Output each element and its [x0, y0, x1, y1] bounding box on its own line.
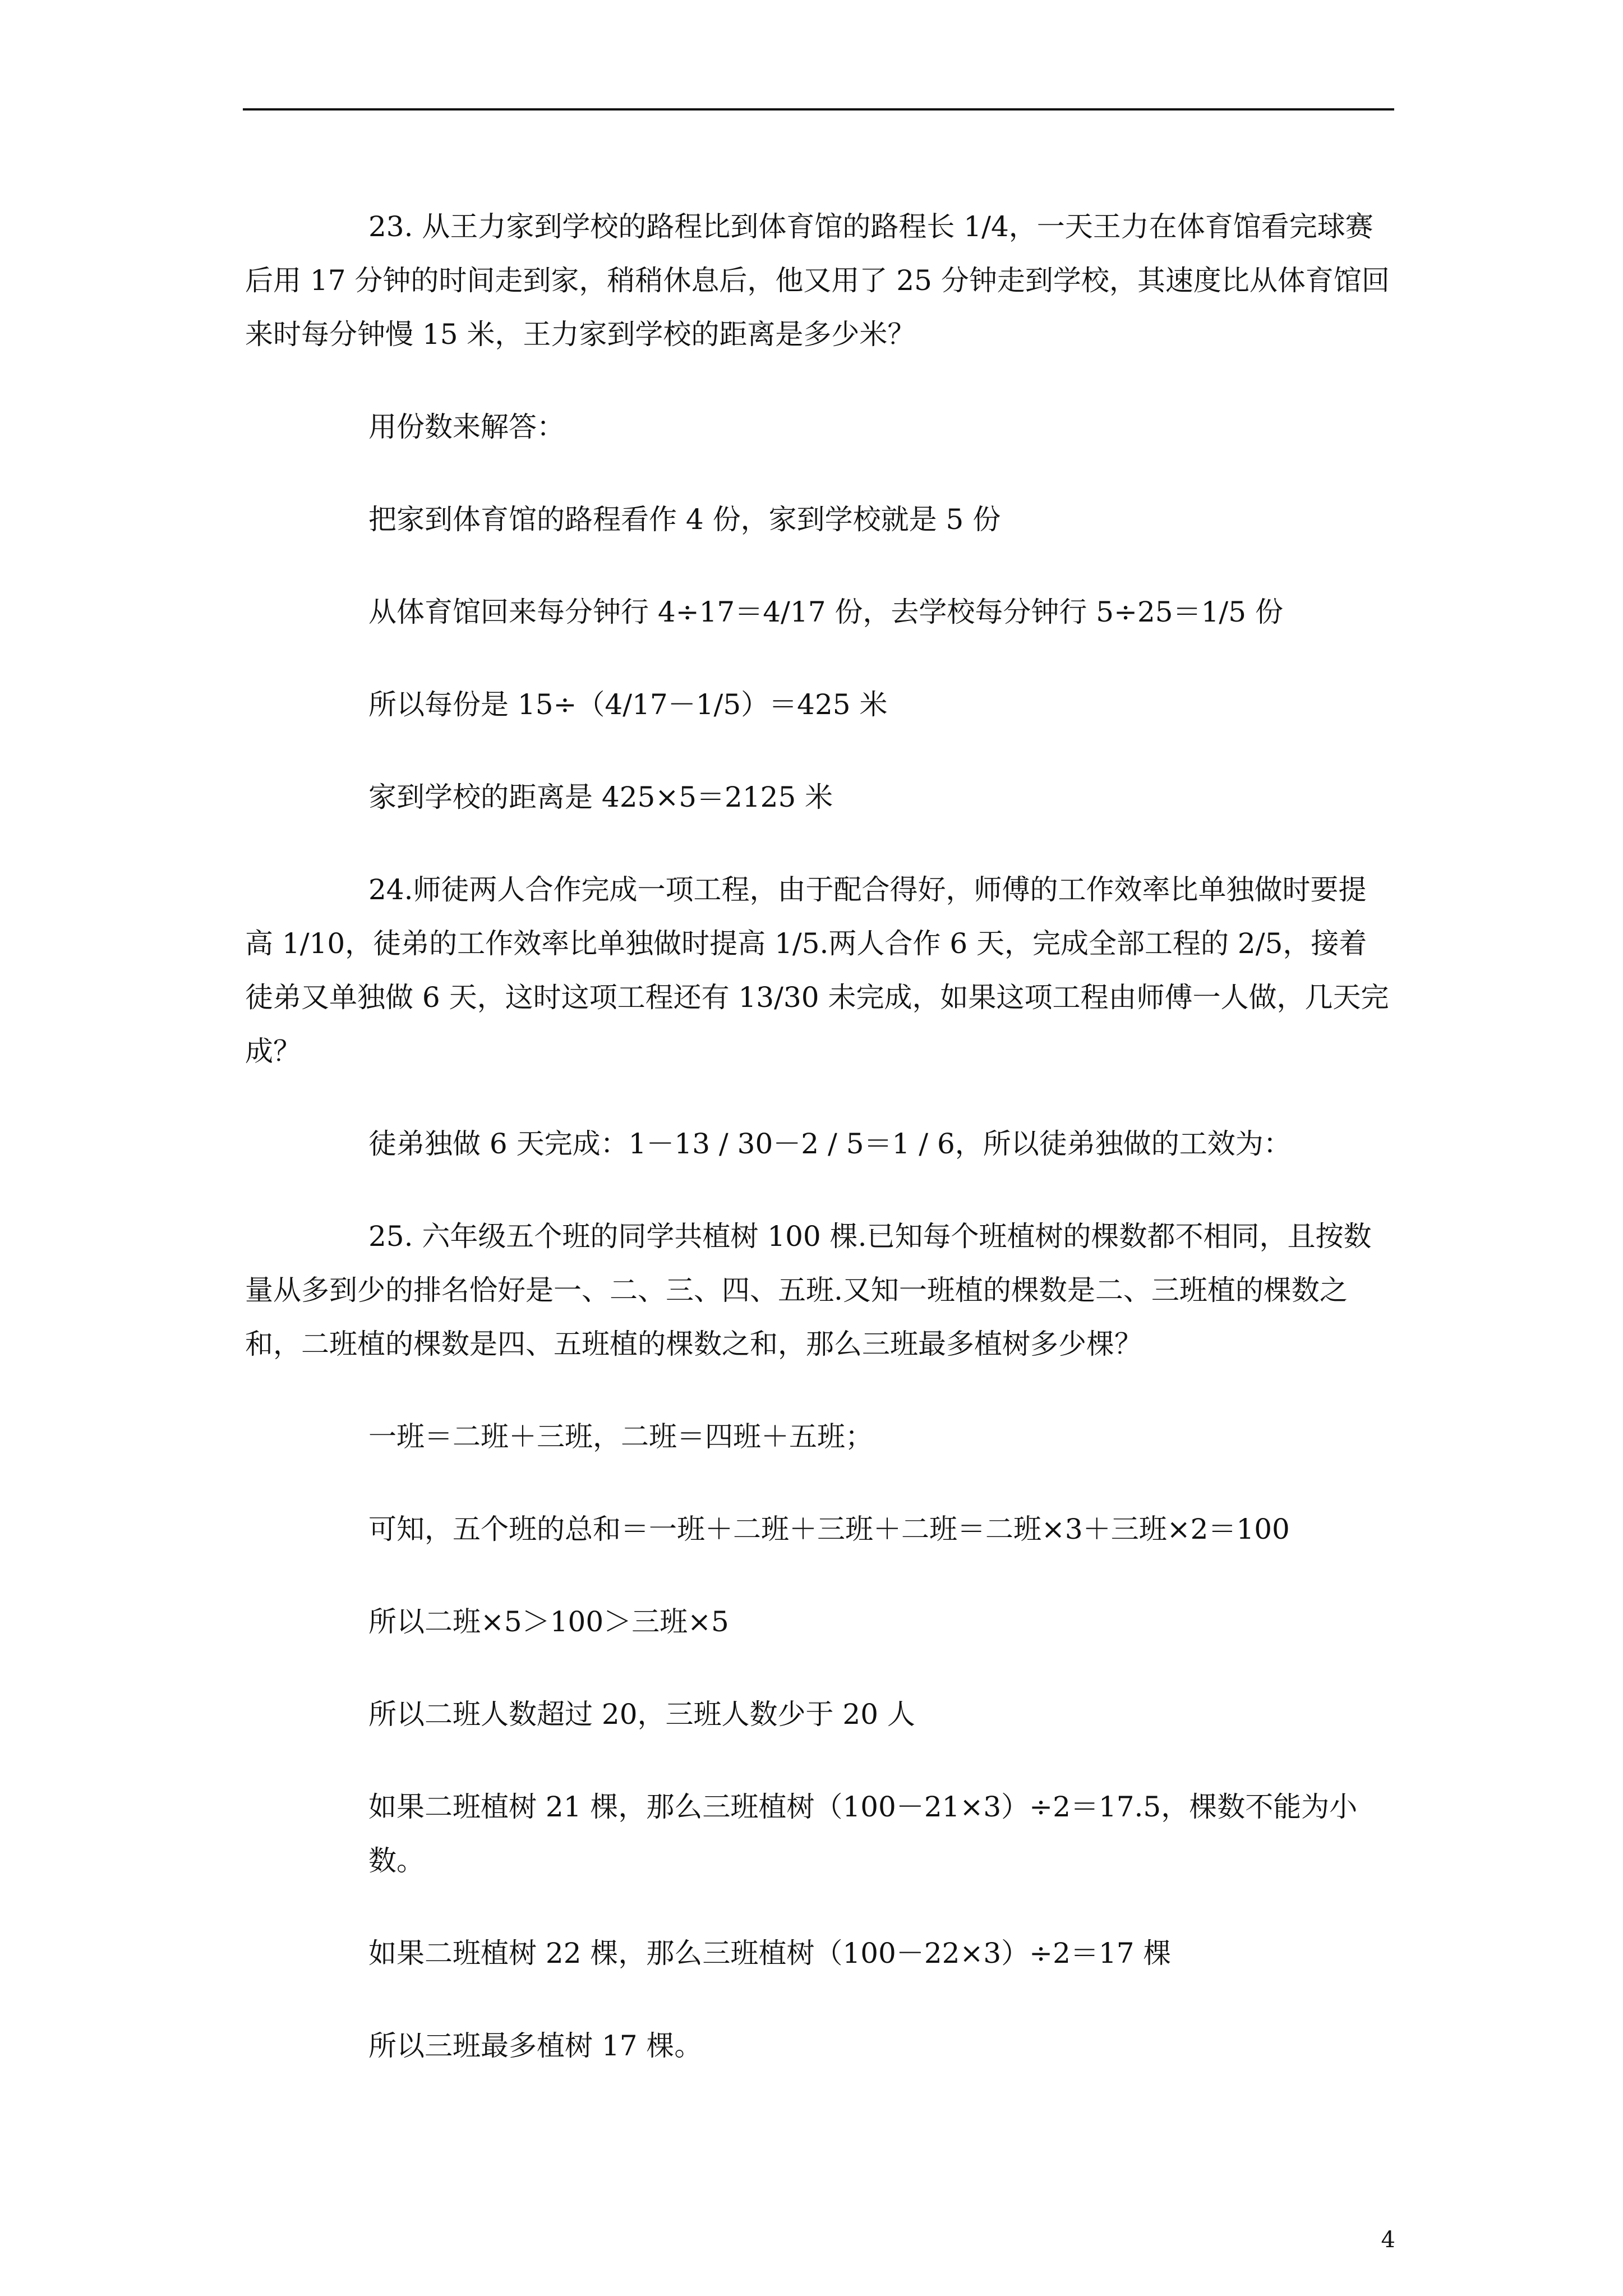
- solution-line: 如果二班植树 21 棵，那么三班植树（100－21×3）÷2＝17.5，棵数不能为小数。: [368, 1791, 1358, 1877]
- solution-line: 可知，五个班的总和＝一班＋二班＋三班＋二班＝二班×3＋三班×2＝100: [368, 1513, 1290, 1545]
- solution-line: 用份数来解答：: [368, 411, 565, 443]
- solution-line: 所以二班×5＞100＞三班×5: [368, 1605, 729, 1638]
- problem-23: 23. 从王力家到学校的路程比到体育馆的路程长 1/4，一天王力在体育馆看完球赛后用 17 分钟的时间走到家，稍稍休息后，他又用了 25 分钟走到学校，其速度比从体育馆回来时每分钟慢 15 米，王力家到学校的距离是多少米？: [245, 210, 1390, 351]
- solution-line: 所以每份是 15÷（4/17－1/5）＝425 米: [368, 688, 888, 721]
- header-rule: [243, 108, 1394, 111]
- solution-line: 从体育馆回来每分钟行 4÷17＝4/17 份，去学校每分钟行 5÷25＝1/5 份: [368, 596, 1283, 628]
- solution-line: 如果二班植树 22 棵，那么三班植树（100－22×3）÷2＝17 棵: [368, 1937, 1172, 1970]
- problem-25: 25. 六年级五个班的同学共植树 100 棵.已知每个班植树的棵数都不相同，且按数量从多到少的排名恰好是一、二、三、四、五班.又知一班植的棵数是二、三班植的棵数之和，二班植的棵数是四、五班植的棵数之和，那么三班最多植树多少棵？: [245, 1220, 1372, 1360]
- page-number: 4: [1381, 2227, 1395, 2253]
- page-content: [245, 200, 1392, 2073]
- solution-line: 所以二班人数超过 20，三班人数少于 20 人: [368, 1698, 915, 1731]
- solution-line: 徒弟独做 6 天完成：1－13 / 30－2 / 5＝1 / 6，所以徒弟独做的工效为：: [368, 1128, 1292, 1160]
- problem-24: 24.师徒两人合作完成一项工程，由于配合得好，师傅的工作效率比单独做时要提高 1/10，徒弟的工作效率比单独做时提高 1/5.两人合作 6 天，完成全部工程的 2/5，接着徒弟又单独做 6 天，这时这项工程还有 13/30 未完成，如果这项工程由师傅一人做，几天完成？: [245, 873, 1389, 1068]
- solution-line: 把家到体育馆的路程看作 4 份，家到学校就是 5 份: [368, 503, 1001, 536]
- solution-line: 家到学校的距离是 425×5＝2125 米: [368, 781, 833, 813]
- solution-line: 一班＝二班＋三班，二班＝四班＋五班；: [368, 1420, 873, 1453]
- solution-line: 所以三班最多植树 17 棵。: [368, 2030, 703, 2062]
